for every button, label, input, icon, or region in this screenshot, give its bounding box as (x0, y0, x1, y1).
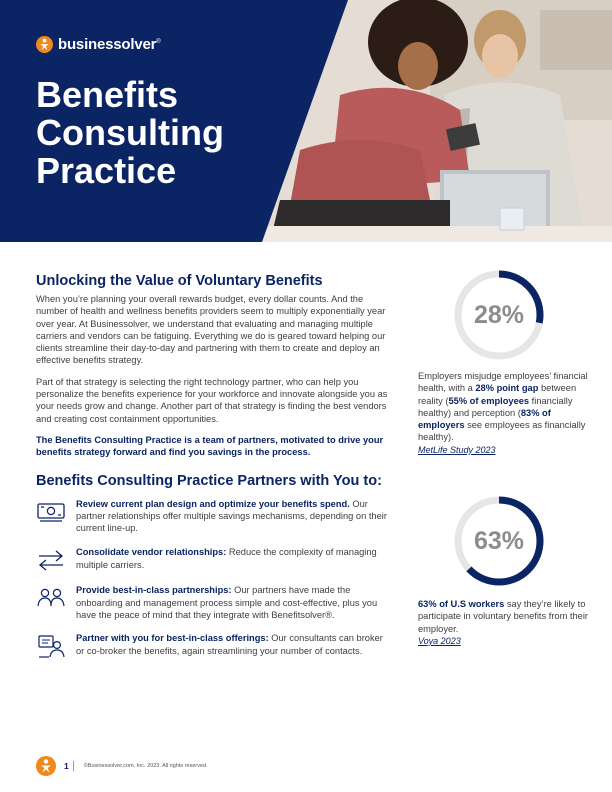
page-footer (36, 756, 208, 776)
stat-ring (452, 268, 546, 362)
stat-highlight: 55% of employees (448, 395, 530, 406)
title-line-2: Consulting (36, 112, 224, 153)
copyright-text: ©Businessolver.com, Inc. 2023. All rights reserved. (83, 763, 208, 769)
title-line-1: Benefits (36, 74, 179, 115)
stat-ring (452, 494, 546, 588)
intro-paragraph-2: Part of that strategy is selecting the right technology partner, who can help you personalize the benefits experience for your workforce and innovate alongside you as your needs grow and change. Another part of that strategy is finding the best vendors and creating cost containment opportunities. (36, 376, 388, 424)
page-title (36, 76, 276, 190)
partners-heading: Benefits Consulting Practice Partners with You to: (36, 472, 382, 489)
source-link-voya[interactable]: Voya 2023 (418, 635, 461, 646)
main-content (36, 272, 388, 659)
stat-description (418, 370, 588, 444)
page-number: 1 (64, 761, 69, 771)
partner-item-offerings (36, 632, 388, 659)
footer-divider (73, 761, 74, 771)
logo-wordmark: businessolver® (58, 36, 161, 53)
people-icon (36, 585, 66, 611)
businessolver-logo[interactable] (36, 36, 161, 53)
stat-card-financial-health (418, 268, 588, 456)
stat-text-run: say they’re likely to participate in voluntary benefits from their employer. (418, 599, 589, 634)
intro-emphasis: The Benefits Consulting Practice is a team of partners, motivated to drive your benefits strategy forward and find you savings in the process. (36, 434, 384, 458)
stat-value: 28% (473, 300, 525, 329)
source-link-metlife[interactable]: MetLife Study 2023 (418, 444, 496, 455)
consultant-icon (36, 633, 66, 659)
partner-item-text: Review current plan design and optimize your benefits spend. Our partner relationships offer multiple savings mechanisms, depending on their current line-up. (76, 498, 387, 534)
intro-paragraph-1: When you’re planning your overall rewards budget, every dollar counts. And the number of health and wellness benefits providers seem to multiply exponentially year over year. At Businessolver, we understand that evaluating and managing multiple carriers and vendors can be fatiguing. Everything we do is geared toward helping our clients streamline their day-to-day and partnering with them to create and deploy an effective benefits strategy. (36, 294, 386, 366)
stat-text-run: Employers misjudge employees’ financial health, with a (418, 371, 588, 394)
stat-text-run: financially healthy) and perception ( (418, 395, 573, 418)
businessolver-footer-icon (36, 756, 56, 776)
title-line-3: Practice (36, 150, 177, 191)
stat-highlight: 63% of U.S workers (418, 599, 505, 609)
partner-item-text: Provide best-in-class partnerships: Our partners have made the onboarding and management process simple and cost-effective, plus you have the peace of mind that they integrate with Benefitsolver®. (76, 585, 378, 621)
stat-highlight: 28% point gap (475, 383, 539, 394)
stat-card-voluntary-benefits (418, 494, 588, 647)
partner-item-text: Partner with you for best-in-class offerings: Our consultants can broker or co-broker the benefits, again streamlining your number of contacts. (76, 633, 383, 656)
partner-item-review-plan (36, 498, 388, 535)
hero-banner (0, 0, 612, 242)
partner-item-consolidate (36, 546, 388, 573)
partner-item-partnerships (36, 584, 388, 621)
partner-item-text: Consolidate vendor relationships: Reduce the complexity of managing multiple carriers. (76, 547, 377, 570)
stat-text-run: see employees as financially healthy). (418, 420, 586, 443)
stat-value: 63% (473, 526, 525, 555)
stat-highlight: 83% of employers (418, 407, 551, 431)
businessolver-logo-icon (36, 36, 53, 53)
stat-description (418, 598, 588, 635)
stat-text-run: between reality ( (418, 383, 577, 406)
swap-arrows-icon (36, 547, 66, 573)
intro-heading: Unlocking the Value of Voluntary Benefits (36, 273, 323, 289)
money-bill-icon (36, 499, 66, 525)
